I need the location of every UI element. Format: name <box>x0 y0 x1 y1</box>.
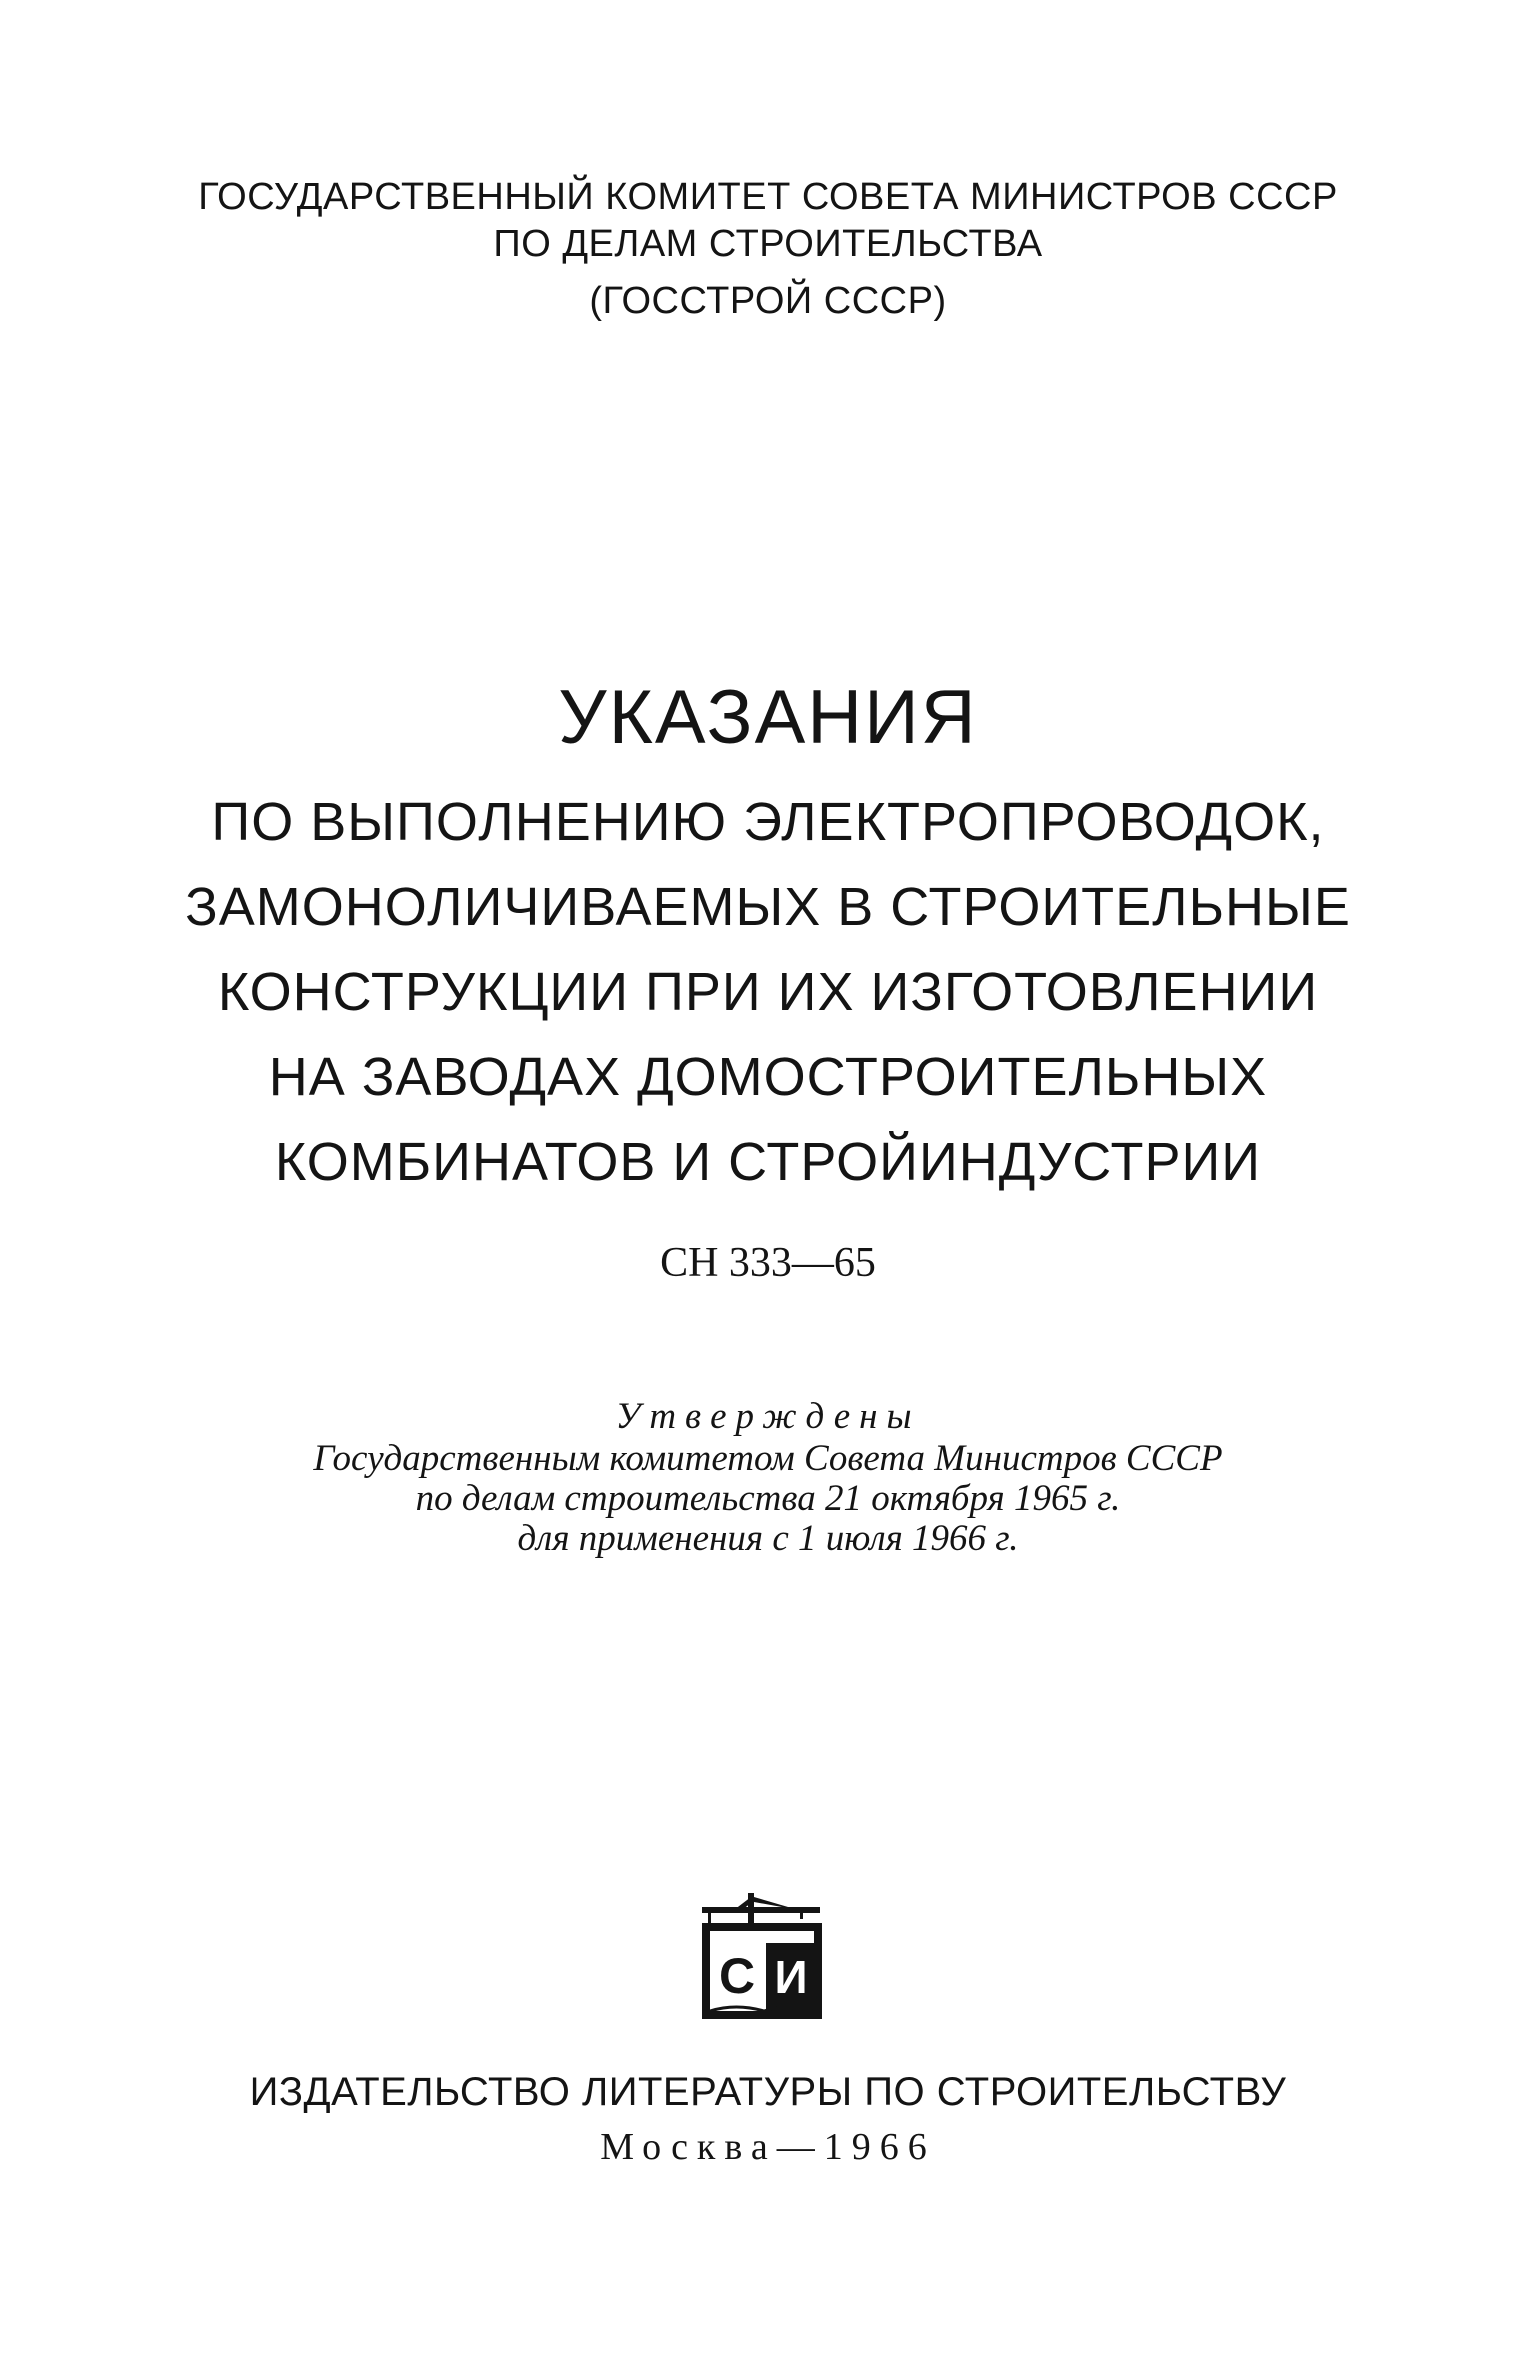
header-line-2: ПО ДЕЛАМ СТРОИТЕЛЬСТВА <box>493 223 1043 265</box>
title-line-5: КОМБИНАТОВ И СТРОЙИНДУСТРИИ <box>274 1132 1262 1192</box>
logo-letter-i: И <box>774 1951 808 2003</box>
publisher-name: ИЗДАТЕЛЬСТВО ЛИТЕРАТУРЫ ПО СТРОИТЕЛЬСТВУ <box>249 2070 1287 2114</box>
logo-letter-s: С <box>718 1948 756 2004</box>
document-code: СН 333—65 <box>660 1240 876 1286</box>
approval-label: Утверждены <box>615 1396 921 1437</box>
title-line-2: ЗАМОНОЛИЧИВАЕМЫХ В СТРОИТЕЛЬНЫЕ <box>185 877 1351 937</box>
header-line-1: ГОСУДАРСТВЕННЫЙ КОМИТЕТ СОВЕТА МИНИСТРОВ СССР <box>198 176 1338 218</box>
approval-line-1: Государственным комитетом Совета Министров СССР <box>313 1438 1223 1479</box>
document-title: УКАЗАНИЯ <box>558 675 978 760</box>
publisher-logo-icon <box>696 1893 826 2025</box>
approval-line-2: по делам строительства 21 октября 1965 г. <box>415 1478 1121 1519</box>
title-line-1: ПО ВЫПОЛНЕНИЮ ЭЛЕКТРОПРОВОДОК, <box>211 792 1325 852</box>
header-line-3: (ГОССТРОЙ СССР) <box>589 280 947 322</box>
approval-line-3: для применения с 1 июля 1966 г. <box>517 1518 1019 1559</box>
publisher-city-year: Москва—1966 <box>600 2126 936 2168</box>
title-line-4: НА ЗАВОДАХ ДОМОСТРОИТЕЛЬНЫХ <box>268 1047 1268 1107</box>
title-line-3: КОНСТРУКЦИИ ПРИ ИХ ИЗГОТОВЛЕНИИ <box>217 962 1319 1022</box>
